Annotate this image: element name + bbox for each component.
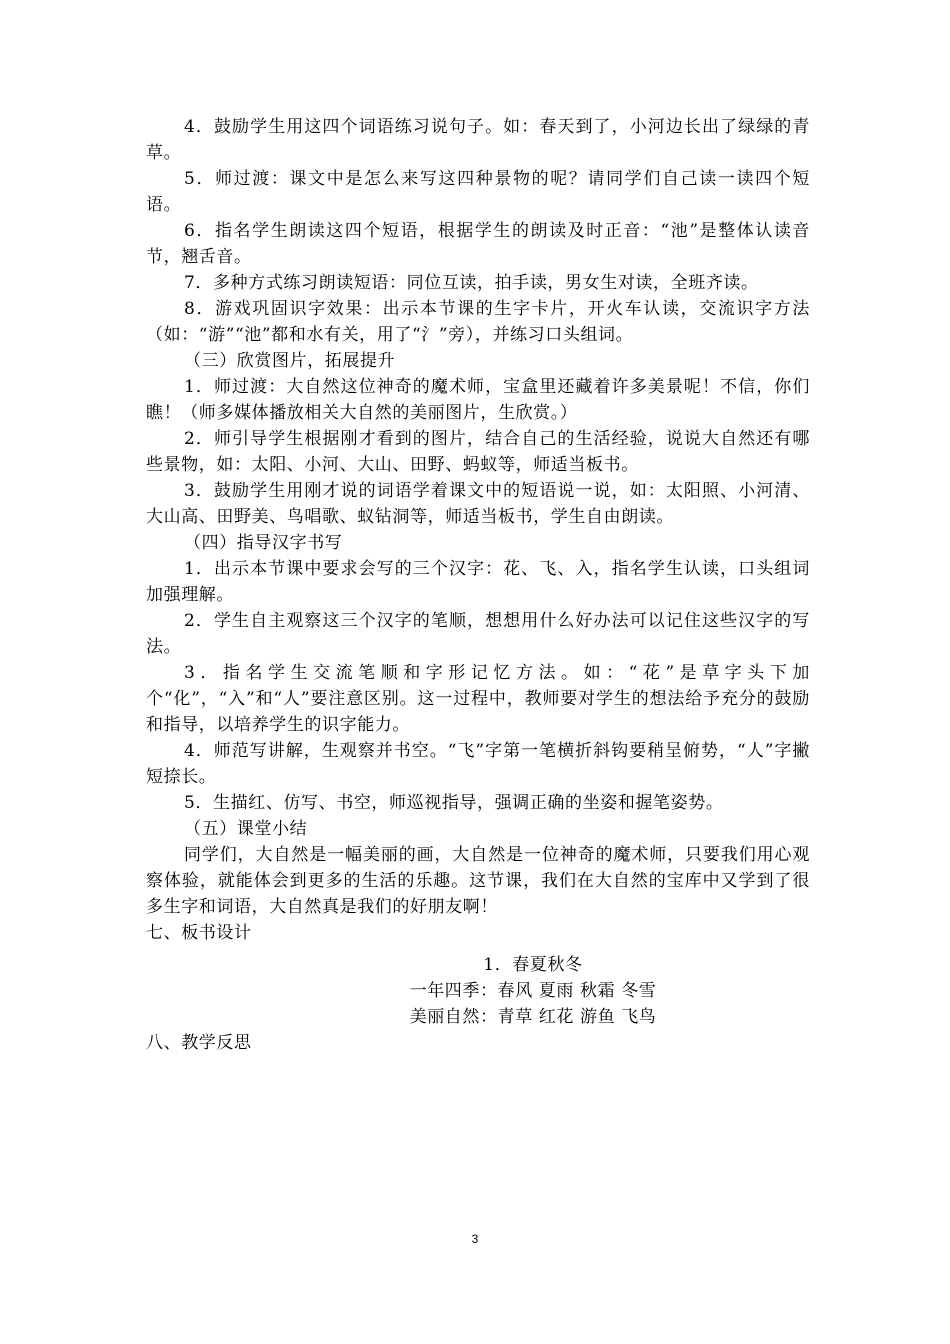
paragraph: 6．指名学生朗读这四个短语，根据学生的朗读及时正音：“池”是整体认读音节，翘舌音。 <box>146 221 810 267</box>
paragraph: 5．师过渡：课文中是怎么来写这四种景物的呢？请同学们自己读一读四个短语。 <box>146 169 810 215</box>
page-number: 3 <box>471 1232 479 1246</box>
section-heading: （三）欣赏图片，拓展提升 <box>184 351 396 371</box>
paragraph: 3．指名学生交流笔顺和字形记忆方法。如：“花”是草字头下加个“化”，“入”和“人”要注意区别。这一过程中，教师要对学生的想法给予充分的鼓励和指导，以培养学生的识字能力。 <box>146 663 810 735</box>
section-heading: 八、教学反思 <box>146 1033 252 1053</box>
paragraph: 5．生描红、仿写、书空，师巡视指导，强调正确的坐姿和握笔姿势。 <box>184 793 724 813</box>
paragraph: 4．师范写讲解，生观察并书空。“飞”字第一笔横折斜钩要稍呈俯势，“人”字撇短捺长。 <box>146 741 810 787</box>
section-heading: （四）指导汉字书写 <box>184 533 343 553</box>
paragraph: 同学们，大自然是一幅美丽的画，大自然是一位神奇的魔术师，只要我们用心观察体验，就能体会到更多的生活的乐趣。这节课，我们在大自然的宝库中又学到了很多生字和词语，大自然真是我们的好朋友啊！ <box>146 845 810 917</box>
paragraph: 7．多种方式练习朗读短语：同位互读，拍手读，男女生对读，全班齐读。 <box>184 273 759 293</box>
paragraph: 2．师引导学生根据刚才看到的图片，结合自己的生活经验，说说大自然还有哪些景物，如：太阳、小河、大山、田野、蚂蚁等，师适当板书。 <box>146 429 810 475</box>
paragraph: 1．师过渡：大自然这位神奇的魔术师，宝盒里还藏着许多美景呢！不信，你们瞧！（师多媒体播放相关大自然的美丽图片，生欣赏。） <box>146 377 810 423</box>
paragraph: 3．鼓励学生用刚才说的词语学着课文中的短语说一说，如：太阳照、小河清、大山高、田野美、鸟唱歌、蚁钻洞等，师适当板书，学生自由朗读。 <box>146 481 810 527</box>
board-line: 一年四季：春风 夏雨 秋霜 冬雪 <box>409 981 657 1001</box>
paragraph: 4．鼓励学生用这四个词语练习说句子。如：春天到了，小河边长出了绿绿的青草。 <box>146 117 810 163</box>
section-heading: （五）课堂小结 <box>184 819 308 839</box>
paragraph: 1．出示本节课中要求会写的三个汉字：花、飞、入，指名学生认读，口头组词加强理解。 <box>146 559 810 605</box>
paragraph: 2．学生自主观察这三个汉字的笔顺，想想用什么好办法可以记住这些汉字的写法。 <box>146 611 810 657</box>
paragraph: 8．游戏巩固识字效果：出示本节课的生字卡片，开火车认读，交流识字方法（如：“游”“池”都和水有关，用了“氵”旁），并练习口头组词。 <box>146 299 810 345</box>
board-line: 美丽自然：青草 红花 游鱼 飞鸟 <box>409 1007 657 1027</box>
section-heading: 七、板书设计 <box>146 923 252 943</box>
board-line: 1．春夏秋冬 <box>483 955 583 975</box>
document-body <box>146 114 810 1056</box>
